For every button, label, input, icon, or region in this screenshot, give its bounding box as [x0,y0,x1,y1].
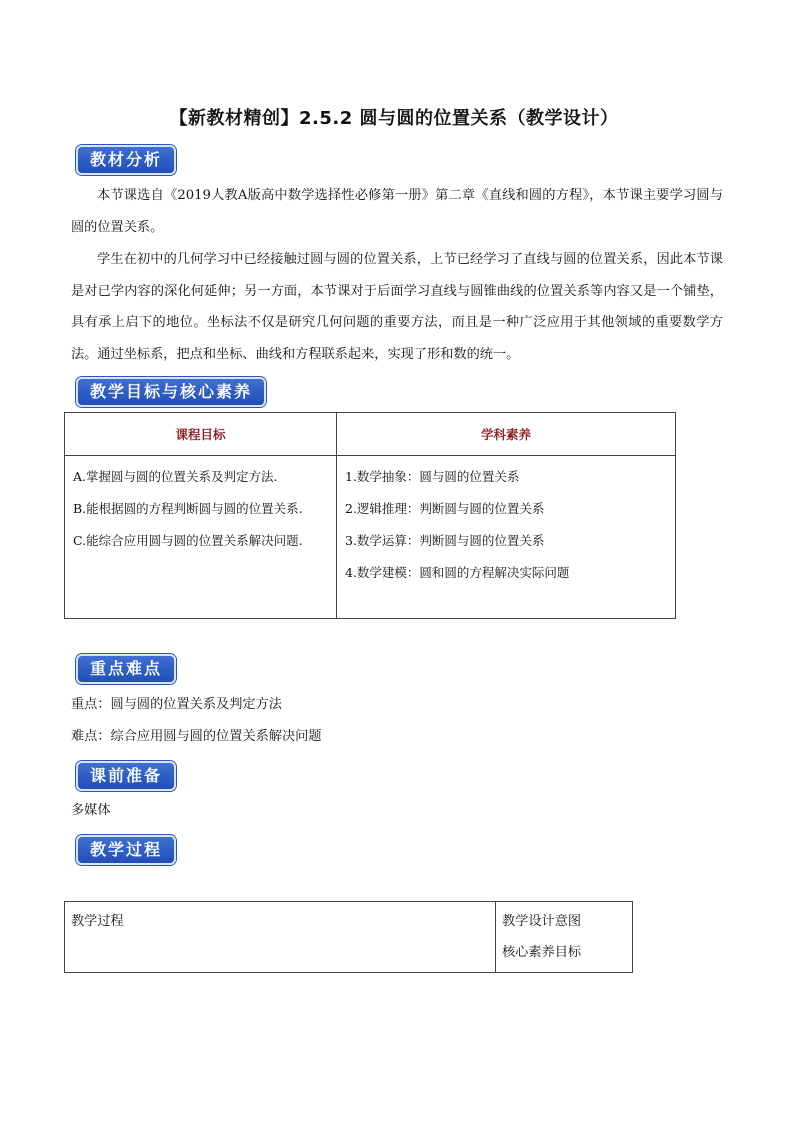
literacy-item: 3.数学运算：判断圆与圆的位置关系 [345,533,545,548]
course-goal-item: B.能根据圆的方程判断圆与圆的位置关系. [73,501,303,516]
analysis-paragraph-1: 本节课选自《2019人教A版高中数学选择性必修第一册》第二章《直线和圆的方程》，本节课主要学习圆与圆的位置关系。 [71,188,723,235]
course-goal-item: A.掌握圆与圆的位置关系及判定方法. [73,469,278,484]
difficulty-text: 难点：综合应用圆与圆的位置关系解决问题 [71,729,322,744]
design-intent-label: 教学设计意图 [502,914,582,929]
objectives-col1-cell [65,456,337,619]
section-heading-process: 教学过程 [76,835,176,865]
key-point-text: 重点：圆与圆的位置关系及判定方法 [71,697,282,712]
section-heading-objectives: 教学目标与核心素养 [76,377,266,407]
objectives-table [64,412,676,619]
objectives-col1-header: 课程目标 [65,413,337,456]
literacy-item: 1.数学抽象：圆与圆的位置关系 [345,469,520,484]
objectives-col2-cell [337,456,676,619]
process-col1-label: 教学过程 [71,914,124,929]
document-title: 【新教材精创】2.5.2 圆与圆的位置关系（教学设计） [169,108,619,129]
literacy-item: 2.逻辑推理：判断圆与圆的位置关系 [345,501,545,516]
core-literacy-label: 核心素养目标 [502,945,582,960]
preparation-text: 多媒体 [71,803,111,818]
process-col2-cell [496,902,633,973]
literacy-item: 4.数学建模：圆和圆的方程解决实际问题 [345,565,570,580]
section-heading-preparation: 课前准备 [76,761,176,791]
analysis-paragraph-2: 学生在初中的几何学习中已经接触过圆与圆的位置关系，上节已经学习了直线与圆的位置关系，因此本节课是对已学内容的深化何延伸；另一方面，本节课对于后面学习直线与圆锥曲线的位置关系等内容又是一个铺垫，具有承上启下的地位。坐标法不仅是研究几何问题的重要方法，而且是一种广泛应用于其他领域的重要数学方法。通过坐标系，把点和坐标、曲线和方程联系起来，实现了形和数的统一。 [71,252,723,362]
objectives-col2-header: 学科素养 [337,413,676,456]
process-col1-cell [65,902,496,973]
section-heading-analysis: 教材分析 [76,145,176,175]
course-goal-item: C.能综合应用圆与圆的位置关系解决问题. [73,533,303,548]
section-heading-key-points: 重点难点 [76,654,176,684]
process-table [64,901,633,973]
